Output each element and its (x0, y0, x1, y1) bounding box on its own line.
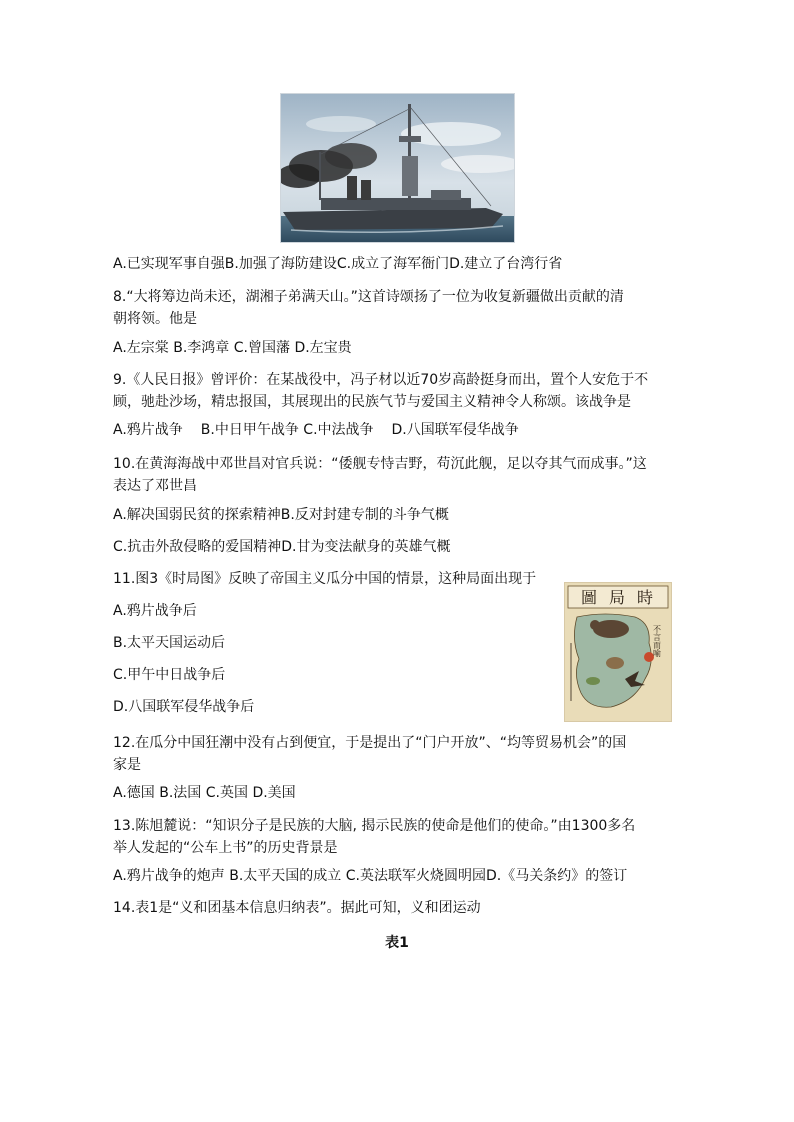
q13-stem-line2: 举人发起的“公车上书”的历史背景是 (113, 840, 338, 856)
q9-options-line (113, 420, 519, 440)
q13-option-b: B.太平天国的成立 (229, 868, 342, 884)
warship-image (280, 93, 515, 243)
q9-stem-line1: 9.《人民日报》曾评价：在某战役中，冯子材以近70岁高龄挺身而出，置个人安危于不 (113, 372, 649, 388)
q10-option-b: B.反对封建专制的斗争气概 (280, 507, 449, 523)
q10-option-d: D.甘为变法献身的英雄气概 (281, 539, 451, 555)
q7-options-line (113, 254, 562, 274)
q8-option-c: C.曾国藩 (233, 340, 290, 356)
situation-map-image (564, 582, 672, 722)
q12-stem-line2: 家是 (113, 757, 141, 773)
q12-option-c: C.英国 (205, 785, 248, 801)
q11-option-c: C.甲午中日战争后 (113, 667, 226, 683)
map-title-char-1: 圖 (581, 588, 598, 607)
q9-option-b: B.中日甲午战争 (200, 422, 299, 438)
map-title-char-3: 時 (637, 588, 654, 607)
warship-illustration (281, 94, 514, 242)
q13-stem-line1: 13.陈旭麓说：“知识分子是民族的大脑, 揭示民族的使命是他们的使命。”由1300多名 (113, 818, 636, 834)
q11-option-b: B.太平天国运动后 (113, 635, 226, 651)
q14-stem: 14.表1是“义和团基本信息归纳表”。据此可知，义和团运动 (113, 900, 481, 916)
q13-option-d: D.《马关条约》的签订 (485, 868, 628, 884)
q11-option-d: D.八国联军侵华战争后 (113, 699, 255, 715)
q10-option-c: C.抗击外敌侵略的爱国精神 (113, 539, 282, 555)
q12-options-line (113, 783, 296, 803)
q12-stem-line1: 12.在瓜分中国狂潮中没有占到便宜，于是提出了“门户开放”、“均等贸易机会”的国 (113, 735, 627, 751)
q10-options-line1 (113, 505, 449, 525)
q9-stem-line2: 顾，驰赴沙场，精忠报国，其展现出的民族气节与爱国主义精神令人称颂。该战争是 (113, 394, 631, 410)
map-title-char-2: 局 (609, 588, 626, 607)
q11-stem: 11.图3《时局图》反映了帝国主义瓜分中国的情景，这种局面出现于 (113, 571, 537, 587)
q8-stem-line2: 朝将领。他是 (113, 311, 197, 327)
q10-stem-line1: 10.在黄海海战中邓世昌对官兵说：“倭舰专恃吉野，苟沉此舰，足以夺其气而成事。”这 (113, 456, 647, 472)
q13-option-a: A.鸦片战争的炮声 (113, 868, 225, 884)
q13-option-c: C.英法联军火烧圆明园 (345, 868, 486, 884)
q7-option-d: D.建立了台湾行省 (449, 256, 563, 272)
q9-option-a: A.鸦片战争 (113, 422, 183, 438)
q12-option-a: A.德国 (113, 785, 155, 801)
q8-option-d: D.左宝贵 (294, 340, 352, 356)
q10-option-a: A.解决国弱民贫的探索精神 (113, 507, 281, 523)
q12-option-b: B.法国 (159, 785, 202, 801)
q10-stem-line2: 表达了邓世昌 (113, 478, 197, 494)
table-title: 表1 (385, 935, 409, 951)
q7-option-a: A.已实现军事自强 (113, 256, 225, 272)
q7-option-b: B.加强了海防建设 (224, 256, 337, 272)
map-side-text: 不言而喻 (652, 625, 662, 657)
q8-option-b: B.李鸿章 (173, 340, 230, 356)
q9-option-d: D.八国联军侵华战争 (391, 422, 519, 438)
q12-option-d: D.美国 (252, 785, 296, 801)
q13-options-line (113, 866, 627, 886)
q8-option-a: A.左宗棠 (113, 340, 169, 356)
q8-options-line (113, 338, 352, 358)
q11-option-a: A.鸦片战争后 (113, 603, 197, 619)
situation-map-illustration (565, 583, 671, 721)
q10-options-line2 (113, 537, 450, 557)
q7-option-c: C.成立了海军衙门 (336, 256, 450, 272)
q9-option-c: C.中法战争 (303, 422, 374, 438)
q8-stem-line1: 8.“大将筹边尚未还，湖湘子弟满天山。”这首诗颂扬了一位为收复新疆做出贡献的清 (113, 289, 624, 305)
